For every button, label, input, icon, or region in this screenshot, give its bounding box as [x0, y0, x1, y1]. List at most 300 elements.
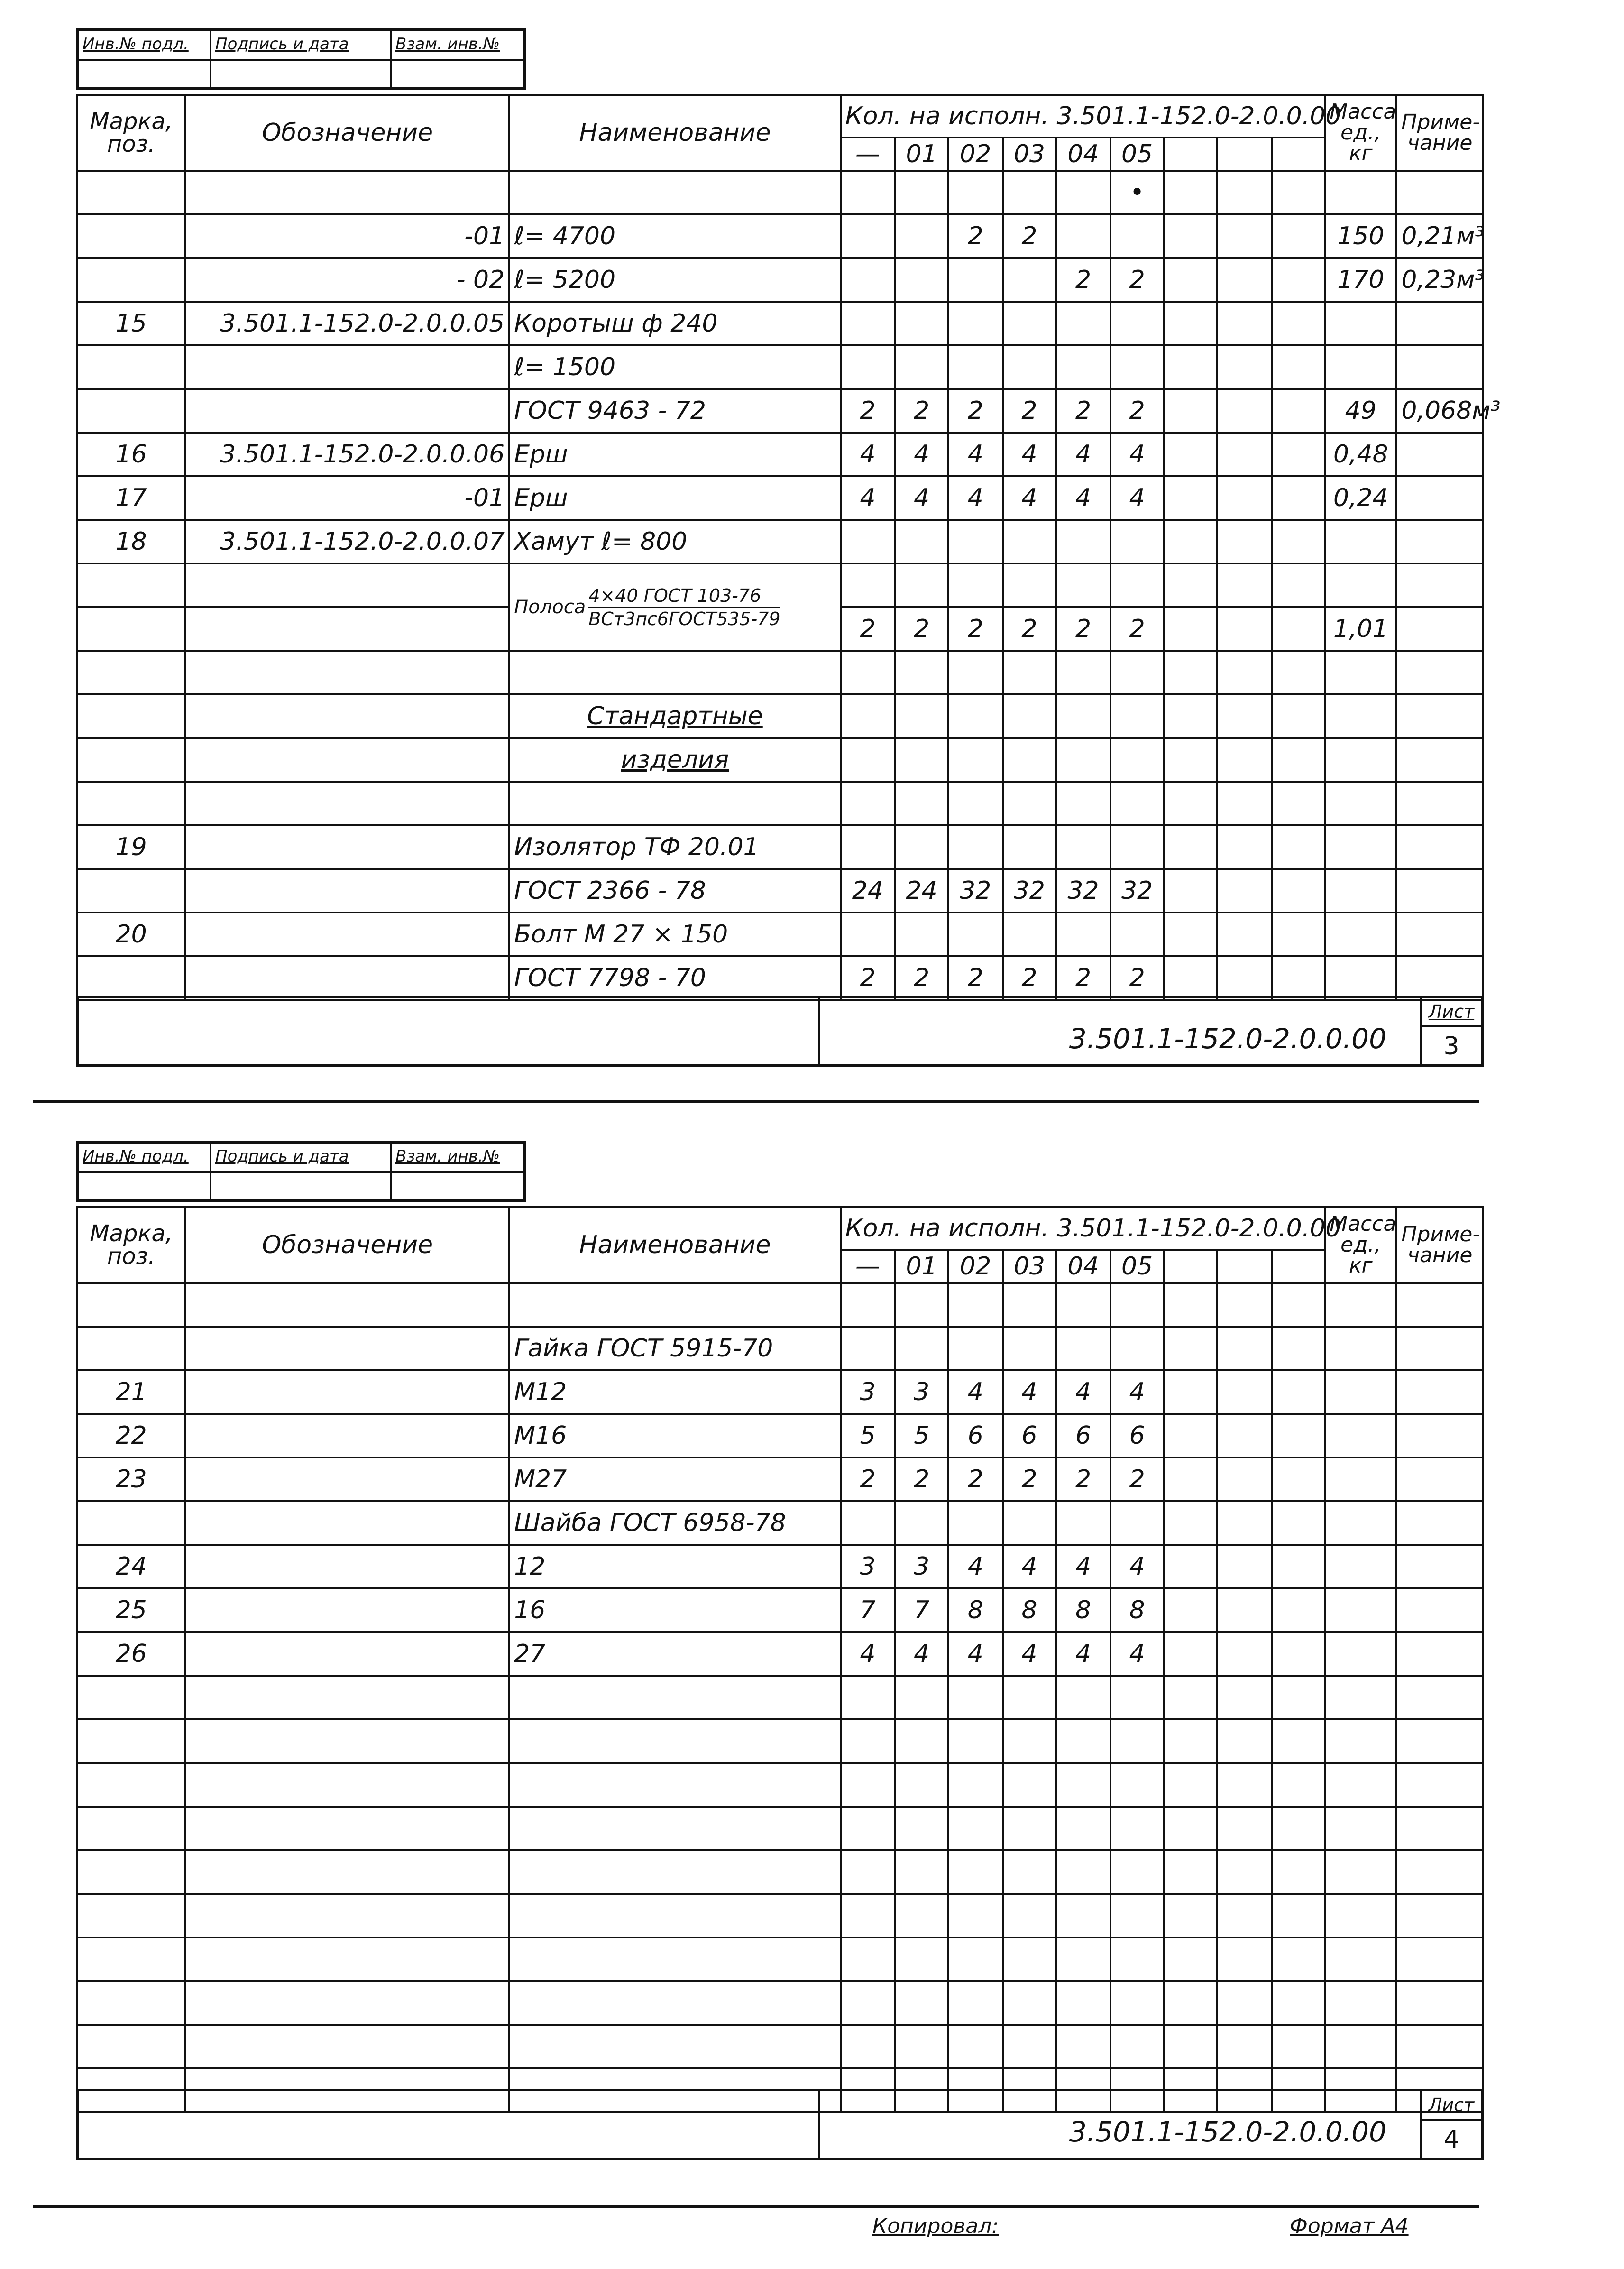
designation-cell: - 02: [185, 258, 509, 302]
qty-cell: 32: [1056, 869, 1110, 913]
empty-cell: [948, 651, 1003, 694]
designation-cell: 3.501.1-152.0-2.0.0.05: [185, 302, 509, 345]
empty-cell: [1325, 563, 1396, 607]
empty-cell: [895, 738, 948, 782]
table-row: [77, 345, 1483, 389]
empty-cell: [185, 2025, 509, 2068]
empty-cell: [1325, 1937, 1396, 1981]
designation-cell: [185, 869, 509, 913]
title-block: [76, 2089, 1484, 2160]
empty-cell: [1396, 1894, 1483, 1937]
sheet-4: [76, 1141, 1484, 2165]
empty-row: [77, 1937, 1483, 1981]
empty-cell: [1396, 1719, 1483, 1763]
empty-cell: [1217, 1545, 1272, 1588]
qty-cell: [948, 258, 1003, 302]
empty-cell: [185, 1807, 509, 1850]
position-mark: [77, 956, 185, 1000]
name-cell: ГОСТ 2366 - 78: [509, 869, 840, 913]
qty-cell: 4: [1056, 1545, 1110, 1588]
empty-cell: [1217, 476, 1272, 520]
qty-cell: 4: [895, 1632, 948, 1676]
empty-cell: [841, 563, 895, 607]
qty-cell: 4: [948, 1632, 1003, 1676]
qty-cell: [895, 913, 948, 956]
table-row: [77, 1632, 1483, 1676]
empty-cell: [948, 1763, 1003, 1807]
table-row: [77, 171, 1483, 214]
mass-cell: [1325, 825, 1396, 869]
empty-cell: [1164, 258, 1217, 302]
empty-cell: [1217, 1719, 1272, 1763]
empty-cell: [1217, 433, 1272, 476]
qty-cell: 2: [948, 389, 1003, 433]
variant-header: —: [841, 1250, 895, 1283]
empty-cell: [1164, 1981, 1217, 2025]
qty-cell: 4: [1003, 1370, 1056, 1414]
qty-cell: [1003, 302, 1056, 345]
qty-cell: 4: [841, 476, 895, 520]
qty-cell: 7: [841, 1588, 895, 1632]
stamp-sign-label: Подпись и дата: [211, 31, 392, 59]
empty-cell: [1164, 171, 1217, 214]
table-row: [77, 1283, 1483, 1327]
table-row: [77, 1457, 1483, 1501]
empty-row: [77, 1807, 1483, 1850]
position-mark: 26: [77, 1632, 185, 1676]
designation-cell: [185, 1370, 509, 1414]
empty-cell: [1217, 258, 1272, 302]
stamp-inv-label: Инв.№ подл.: [79, 31, 211, 59]
empty-cell: [841, 1981, 895, 2025]
note-cell: [1396, 302, 1483, 345]
page-divider: [33, 1100, 1479, 1103]
qty-cell: 2: [1003, 607, 1056, 651]
empty-cell: [1396, 1937, 1483, 1981]
empty-cell: [1003, 1719, 1056, 1763]
sheet-label: Лист: [1422, 998, 1481, 1027]
empty-cell: [1396, 1763, 1483, 1807]
empty-cell: [1272, 651, 1325, 694]
empty-cell: [1396, 1807, 1483, 1850]
empty-cell: [1164, 869, 1217, 913]
empty-cell: [1164, 782, 1217, 825]
qty-cell: [841, 825, 895, 869]
qty-cell: 32: [1110, 869, 1164, 913]
name-cell: Изолятор ТФ 20.01: [509, 825, 840, 869]
empty-cell: [1217, 1807, 1272, 1850]
title-block: [76, 996, 1484, 1067]
empty-cell: [1325, 1719, 1396, 1763]
empty-cell: [841, 1719, 895, 1763]
sheet-3: [76, 28, 1501, 1077]
designation-cell: -01: [185, 214, 509, 258]
designation-cell: -01: [185, 476, 509, 520]
name-cell: ℓ= 5200: [509, 258, 840, 302]
empty-cell: [509, 1807, 840, 1850]
qty-cell: [1110, 302, 1164, 345]
note-cell: [1396, 869, 1483, 913]
name-cell: Болт М 27 × 150: [509, 913, 840, 956]
empty-cell: [841, 651, 895, 694]
qty-cell: 4: [895, 433, 948, 476]
empty-cell: [1272, 1327, 1325, 1370]
empty-cell: [1110, 1719, 1164, 1763]
empty-cell: [1003, 1894, 1056, 1937]
empty-cell: [1164, 214, 1217, 258]
qty-cell: 5: [895, 1414, 948, 1457]
empty-cell: [841, 738, 895, 782]
empty-cell: [509, 1850, 840, 1894]
stamp-inv-label: Инв.№ подл.: [79, 1144, 211, 1171]
qty-cell: 4: [1110, 476, 1164, 520]
empty-cell: [1003, 1676, 1056, 1719]
mass-cell: 0,48: [1325, 433, 1396, 476]
empty-cell: [948, 1676, 1003, 1719]
qty-cell: [1003, 258, 1056, 302]
designation-cell: [185, 956, 509, 1000]
mass-cell: [1325, 869, 1396, 913]
empty-cell: [1272, 825, 1325, 869]
mass-cell: 170: [1325, 258, 1396, 302]
mass-cell: 0,24: [1325, 476, 1396, 520]
empty-cell: [1325, 738, 1396, 782]
specification-table: [76, 94, 1501, 1001]
empty-cell: [1272, 258, 1325, 302]
empty-cell: [1217, 1327, 1272, 1370]
empty-cell: [1396, 2025, 1483, 2068]
empty-cell: [841, 1807, 895, 1850]
empty-cell: [1325, 1850, 1396, 1894]
empty-cell: [895, 1676, 948, 1719]
note-cell: [1396, 1283, 1483, 1327]
note-cell: [1396, 825, 1483, 869]
empty-cell: [841, 1850, 895, 1894]
empty-cell: [1110, 1676, 1164, 1719]
qty-cell: [948, 345, 1003, 389]
empty-cell: [1217, 1632, 1272, 1676]
qty-cell: [895, 302, 948, 345]
empty-cell: [1003, 2025, 1056, 2068]
empty-row: [77, 1719, 1483, 1763]
empty-cell: [1217, 1370, 1272, 1414]
qty-cell: 2: [895, 956, 948, 1000]
empty-cell: [1272, 1937, 1325, 1981]
qty-cell: 2: [1003, 389, 1056, 433]
empty-cell: [948, 1807, 1003, 1850]
col-designation-header: Обозначение: [185, 1207, 509, 1283]
mass-cell: [1325, 345, 1396, 389]
empty-cell: [1325, 1981, 1396, 2025]
table-row: [77, 1327, 1483, 1370]
empty-cell: [1056, 782, 1110, 825]
empty-cell: [1325, 2025, 1396, 2068]
empty-cell: [1110, 1981, 1164, 2025]
mass-cell: [1325, 1370, 1396, 1414]
name-cell: М27: [509, 1457, 840, 1501]
empty-cell: [1272, 1370, 1325, 1414]
empty-cell: [1164, 476, 1217, 520]
designation-cell: [185, 825, 509, 869]
empty-cell: [948, 1937, 1003, 1981]
qty-cell: [841, 302, 895, 345]
empty-cell: [1272, 389, 1325, 433]
strip-profile: 4×40 ГОСТ 103-76: [588, 585, 780, 608]
qty-cell: 2: [895, 389, 948, 433]
qty-cell: 24: [895, 869, 948, 913]
qty-cell: [841, 345, 895, 389]
position-mark: [77, 171, 185, 214]
empty-cell: [1217, 389, 1272, 433]
empty-cell: [1325, 1807, 1396, 1850]
stamp-replace-label: Взам. инв.№: [395, 35, 500, 54]
designation-cell: [185, 345, 509, 389]
name-cell: М16: [509, 1414, 840, 1457]
qty-cell: 4: [895, 476, 948, 520]
empty-cell: [1217, 738, 1272, 782]
qty-cell: 4: [1056, 433, 1110, 476]
empty-cell: [895, 1850, 948, 1894]
empty-cell: [895, 1763, 948, 1807]
table-row: [77, 563, 1483, 607]
qty-cell: 32: [1003, 869, 1056, 913]
empty-cell: [185, 563, 509, 607]
empty-cell: [1003, 563, 1056, 607]
qty-cell: [895, 1327, 948, 1370]
designation-cell: [185, 1632, 509, 1676]
empty-cell: [895, 563, 948, 607]
qty-cell: 2: [1110, 607, 1164, 651]
mass-cell: [1325, 1283, 1396, 1327]
empty-cell: [1110, 2025, 1164, 2068]
empty-cell: [185, 694, 509, 738]
empty-cell: [185, 651, 509, 694]
qty-cell: [1056, 1501, 1110, 1545]
empty-cell: [1272, 1676, 1325, 1719]
name-cell: ℓ= 1500: [509, 345, 840, 389]
name-cell: ГОСТ 9463 - 72: [509, 389, 840, 433]
empty-cell: [1396, 1850, 1483, 1894]
empty-cell: [1325, 651, 1396, 694]
qty-cell: [1056, 345, 1110, 389]
qty-cell: 4: [1003, 476, 1056, 520]
empty-cell: [1272, 1501, 1325, 1545]
empty-cell: [1056, 1763, 1110, 1807]
empty-cell: [1272, 1457, 1325, 1501]
empty-cell: [1164, 1894, 1217, 1937]
table-row: [77, 1588, 1483, 1632]
qty-cell: [1003, 1327, 1056, 1370]
empty-cell: [1164, 345, 1217, 389]
empty-cell: [1272, 302, 1325, 345]
empty-cell: [77, 651, 185, 694]
empty-cell: [77, 1807, 185, 1850]
empty-cell: [77, 1981, 185, 2025]
section-row: [77, 738, 1483, 782]
empty-cell: [77, 738, 185, 782]
designation-cell: [185, 1283, 509, 1327]
empty-cell: [1164, 825, 1217, 869]
variant-header: 01: [895, 138, 948, 171]
position-mark: [77, 389, 185, 433]
empty-cell: [1056, 1719, 1110, 1763]
position-mark: 19: [77, 825, 185, 869]
approval-stamp: [76, 28, 526, 90]
empty-cell: [185, 607, 509, 651]
empty-cell: [1396, 1981, 1483, 2025]
table-row: [77, 825, 1483, 869]
empty-cell: [1164, 1937, 1217, 1981]
empty-cell: [509, 1676, 840, 1719]
empty-cell: [1217, 1283, 1272, 1327]
empty-cell: [1217, 1457, 1272, 1501]
note-cell: 0,23м³: [1396, 258, 1483, 302]
empty-cell: [895, 2025, 948, 2068]
qty-cell: [895, 1501, 948, 1545]
qty-cell: [948, 1501, 1003, 1545]
note-cell: [1396, 1632, 1483, 1676]
table-row: [77, 214, 1483, 258]
qty-cell: 4: [1110, 1370, 1164, 1414]
qty-cell: 6: [1056, 1414, 1110, 1457]
position-mark: 20: [77, 913, 185, 956]
position-mark: [77, 345, 185, 389]
empty-cell: [1325, 1894, 1396, 1937]
empty-cell: [509, 782, 840, 825]
empty-cell: [1272, 694, 1325, 738]
name-cell: М12: [509, 1370, 840, 1414]
empty-cell: [948, 1850, 1003, 1894]
note-cell: [1396, 171, 1483, 214]
empty-cell: [1396, 651, 1483, 694]
empty-cell: [185, 738, 509, 782]
qty-cell: 2: [1056, 389, 1110, 433]
position-mark: 17: [77, 476, 185, 520]
qty-cell: [841, 214, 895, 258]
qty-cell: [1110, 1283, 1164, 1327]
empty-cell: [1272, 1632, 1325, 1676]
empty-row: [77, 782, 1483, 825]
qty-cell: 24: [841, 869, 895, 913]
qty-cell: [1110, 1327, 1164, 1370]
table-row: [77, 389, 1483, 433]
empty-cell: [1217, 2025, 1272, 2068]
mass-cell: [1325, 520, 1396, 563]
empty-cell: [1056, 563, 1110, 607]
qty-cell: 2: [948, 607, 1003, 651]
empty-cell: [1164, 1501, 1217, 1545]
empty-cell: [1164, 913, 1217, 956]
empty-cell: [1110, 1807, 1164, 1850]
qty-cell: 4: [1056, 1632, 1110, 1676]
empty-cell: [1272, 2025, 1325, 2068]
note-cell: [1396, 1457, 1483, 1501]
empty-cell: [841, 1676, 895, 1719]
empty-cell: [895, 694, 948, 738]
empty-cell: [1217, 1763, 1272, 1807]
qty-cell: [1056, 171, 1110, 214]
variant-header: 04: [1056, 1250, 1110, 1283]
table-row: [77, 1501, 1483, 1545]
empty-cell: [1164, 956, 1217, 1000]
qty-cell: [948, 302, 1003, 345]
qty-cell: 4: [1003, 1545, 1056, 1588]
empty-cell: [1217, 651, 1272, 694]
empty-cell: [895, 1894, 948, 1937]
qty-cell: [1003, 171, 1056, 214]
qty-cell: [841, 1283, 895, 1327]
table-row: [77, 1414, 1483, 1457]
empty-cell: [1110, 1894, 1164, 1937]
empty-cell: [1056, 1807, 1110, 1850]
qty-cell: [841, 1501, 895, 1545]
qty-cell: 4: [841, 433, 895, 476]
empty-cell: [841, 2025, 895, 2068]
qty-cell: [1056, 520, 1110, 563]
qty-cell: 2: [948, 956, 1003, 1000]
empty-cell: [1272, 1414, 1325, 1457]
empty-row: [77, 2025, 1483, 2068]
qty-cell: [1110, 214, 1164, 258]
qty-cell: 2: [841, 389, 895, 433]
qty-cell: 2: [1110, 389, 1164, 433]
empty-cell: [1056, 1937, 1110, 1981]
name-cell: Коротыш ф 240: [509, 302, 840, 345]
empty-cell: [509, 1719, 840, 1763]
empty-cell: [948, 1719, 1003, 1763]
empty-cell: [1217, 345, 1272, 389]
qty-cell: 2: [841, 956, 895, 1000]
qty-cell: 2: [1056, 258, 1110, 302]
empty-row: [77, 651, 1483, 694]
position-mark: 25: [77, 1588, 185, 1632]
note-cell: [1396, 1545, 1483, 1588]
name-cell: Шайба ГОСТ 6958-78: [509, 1501, 840, 1545]
section-title: Стандартные: [509, 694, 840, 738]
designation-cell: [185, 1414, 509, 1457]
qty-cell: 4: [948, 476, 1003, 520]
qty-cell: [895, 345, 948, 389]
qty-cell: [1056, 302, 1110, 345]
empty-cell: [1164, 1807, 1217, 1850]
empty-cell: [1396, 694, 1483, 738]
note-cell: 0,068м³: [1396, 389, 1483, 433]
note-cell: [1396, 1370, 1483, 1414]
qty-cell: 8: [1056, 1588, 1110, 1632]
qty-cell: [895, 214, 948, 258]
col-qty-header: Кол. на исполн. 3.501.1-152.0-2.0.0.00: [841, 1207, 1325, 1250]
empty-cell: [1396, 607, 1483, 651]
qty-cell: [841, 258, 895, 302]
empty-cell: [895, 1719, 948, 1763]
empty-cell: [1110, 782, 1164, 825]
table-row: [77, 1545, 1483, 1588]
qty-cell: 2: [1003, 956, 1056, 1000]
empty-cell: [185, 1981, 509, 2025]
empty-cell: [895, 782, 948, 825]
qty-cell: [1056, 825, 1110, 869]
name-cell: Хамут ℓ= 800: [509, 520, 840, 563]
empty-cell: [1272, 1807, 1325, 1850]
note-cell: 0,21м³: [1396, 214, 1483, 258]
mass-cell: 1,01: [1325, 607, 1396, 651]
document-code: 3.501.1-152.0-2.0.0.00: [1069, 1023, 1386, 1055]
qty-cell: 4: [948, 1545, 1003, 1588]
strip-label: Полоса: [514, 596, 586, 618]
variant-header: 01: [895, 1250, 948, 1283]
empty-cell: [1110, 738, 1164, 782]
name-cell: ГОСТ 7798 - 70: [509, 956, 840, 1000]
